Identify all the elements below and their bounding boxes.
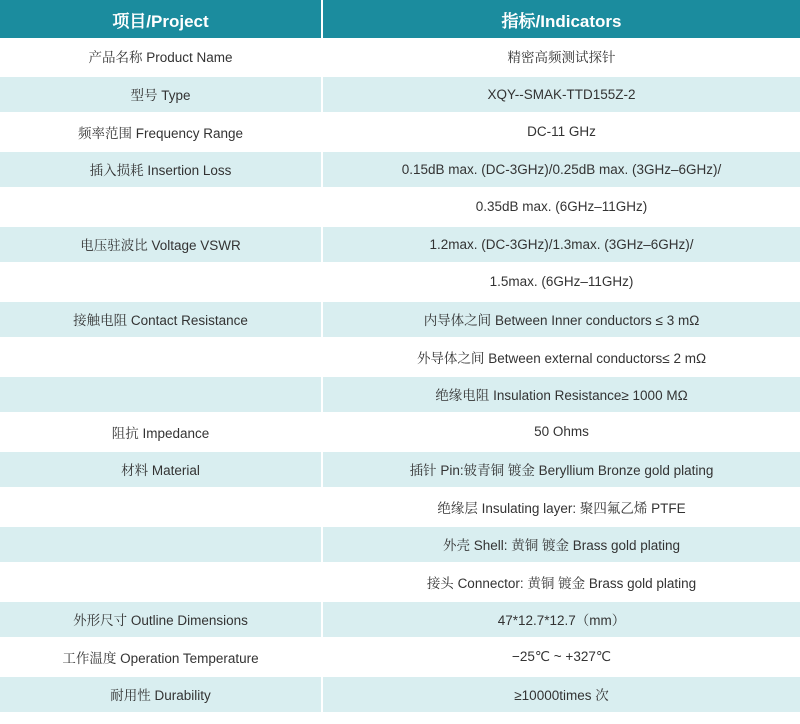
table-row xyxy=(0,188,800,226)
table-row xyxy=(0,76,800,114)
cell-indicator: 1.5max. (6GHz–11GHz) xyxy=(322,263,800,301)
header-project: 项目/Project xyxy=(0,0,322,38)
cell-project xyxy=(0,376,322,414)
cell-indicator: 50 Ohms xyxy=(322,413,800,451)
table-row xyxy=(0,263,800,301)
cell-project: 阻抗 Impedance xyxy=(0,413,322,451)
cell-indicator: 绝缘电阻 Insulation Resistance≥ 1000 MΩ xyxy=(322,376,800,414)
table-row xyxy=(0,338,800,376)
table-row xyxy=(0,451,800,489)
cell-indicator: 外导体之间 Between external conductors≤ 2 mΩ xyxy=(322,338,800,376)
cell-project: 外形尺寸 Outline Dimensions xyxy=(0,601,322,639)
cell-indicator: 1.2max. (DC-3GHz)/1.3max. (3GHz–6GHz)/ xyxy=(322,226,800,264)
cell-project xyxy=(0,563,322,601)
cell-project: 电压驻波比 Voltage VSWR xyxy=(0,226,322,264)
cell-indicator: 精密高频测试探针 xyxy=(322,38,800,76)
header-indicators: 指标/Indicators xyxy=(322,0,800,38)
cell-project xyxy=(0,488,322,526)
cell-project xyxy=(0,526,322,564)
table-row xyxy=(0,638,800,676)
table-row xyxy=(0,376,800,414)
cell-project xyxy=(0,338,322,376)
table-row xyxy=(0,226,800,264)
cell-indicator: XQY--SMAK-TTD155Z-2 xyxy=(322,76,800,114)
cell-project xyxy=(0,188,322,226)
table-row xyxy=(0,563,800,601)
cell-indicator: DC-11 GHz xyxy=(322,113,800,151)
cell-indicator: 内导体之间 Between Inner conductors ≤ 3 mΩ xyxy=(322,301,800,339)
cell-project xyxy=(0,263,322,301)
table-row xyxy=(0,488,800,526)
cell-project: 接触电阻 Contact Resistance xyxy=(0,301,322,339)
cell-project: 型号 Type xyxy=(0,76,322,114)
cell-project: 耐用性 Durability xyxy=(0,676,322,714)
cell-project: 频率范围 Frequency Range xyxy=(0,113,322,151)
cell-indicator: 绝缘层 Insulating layer: 聚四氟乙烯 PTFE xyxy=(322,488,800,526)
cell-indicator: ≥10000times 次 xyxy=(322,676,800,714)
table-row xyxy=(0,413,800,451)
table-row xyxy=(0,601,800,639)
cell-indicator: 插针 Pin:铍青铜 镀金 Beryllium Bronze gold plating xyxy=(322,451,800,489)
table-row xyxy=(0,151,800,189)
cell-indicator: 0.35dB max. (6GHz–11GHz) xyxy=(322,188,800,226)
table-row xyxy=(0,301,800,339)
table-row xyxy=(0,676,800,714)
cell-project: 产品名称 Product Name xyxy=(0,38,322,76)
cell-project: 插入损耗 Insertion Loss xyxy=(0,151,322,189)
table-row xyxy=(0,526,800,564)
table-row xyxy=(0,113,800,151)
cell-indicator: 外壳 Shell: 黄铜 镀金 Brass gold plating xyxy=(322,526,800,564)
cell-indicator: −25℃ ~ +327℃ xyxy=(322,638,800,676)
cell-project: 材料 Material xyxy=(0,451,322,489)
cell-indicator: 0.15dB max. (DC-3GHz)/0.25dB max. (3GHz–6GHz)/ xyxy=(322,151,800,189)
table-header-row xyxy=(0,0,800,38)
cell-project: 工作温度 Operation Temperature xyxy=(0,638,322,676)
cell-indicator: 接头 Connector: 黄铜 镀金 Brass gold plating xyxy=(322,563,800,601)
cell-indicator: 47*12.7*12.7（mm） xyxy=(322,601,800,639)
table-body xyxy=(0,38,800,713)
table-row xyxy=(0,38,800,76)
